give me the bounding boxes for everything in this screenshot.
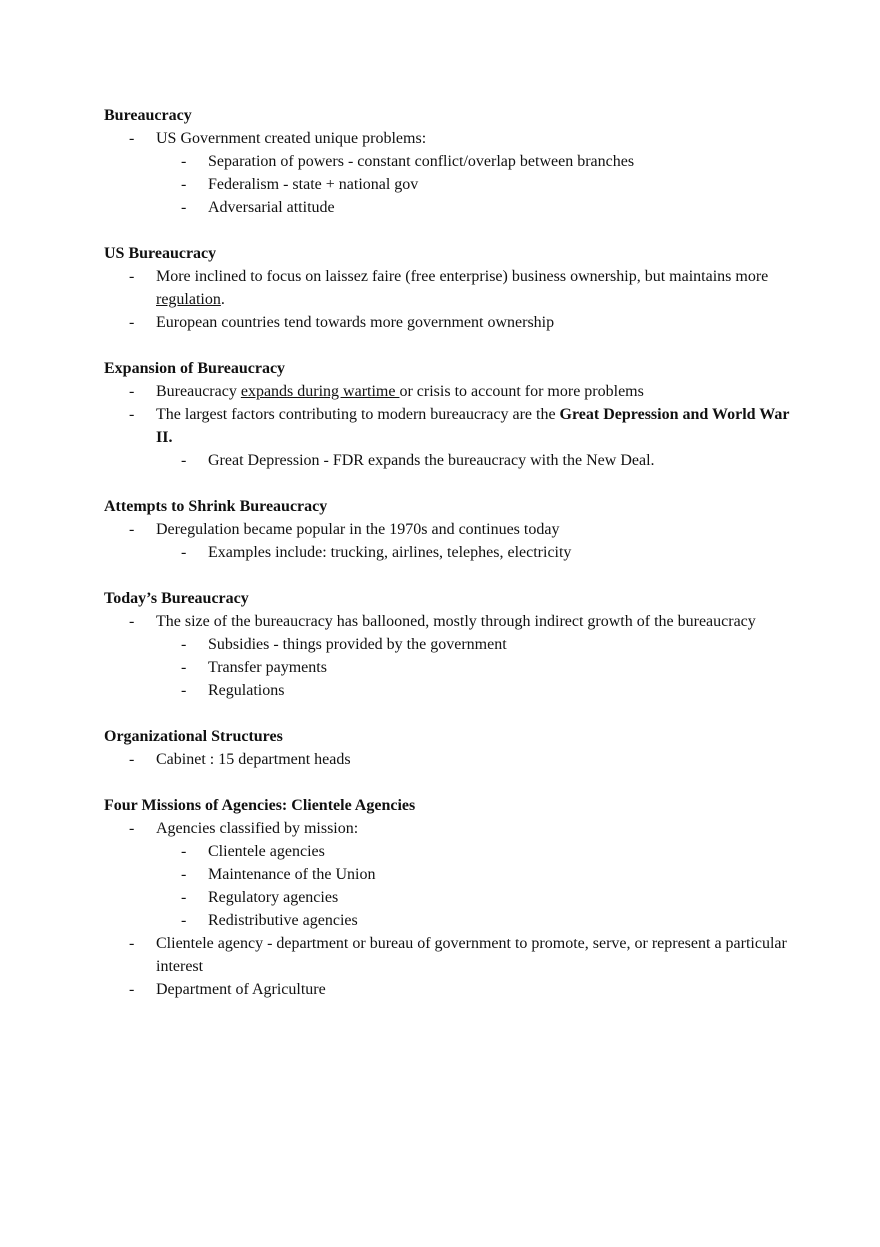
section-heading: Organizational Structures <box>104 728 283 745</box>
bullet-dash: - <box>129 521 135 538</box>
bullet-dash: - <box>129 268 135 285</box>
section <box>104 794 794 1001</box>
underlined-text: regulation <box>156 291 221 308</box>
bullet-dash: - <box>129 751 135 768</box>
item-text: The size of the bureaucracy has ballooned, mostly through indirect growth of the bureaucracy <box>156 613 756 630</box>
bullet-dash: - <box>181 636 187 653</box>
item-text: . <box>220 291 225 308</box>
item-text: Subsidies - things provided by the government <box>208 636 507 653</box>
section-heading: Four Missions of Agencies: Clientele Agencies <box>104 797 416 814</box>
sub-bullet-item <box>104 541 794 564</box>
bullet-item <box>104 518 794 541</box>
section <box>104 587 794 702</box>
bullet-dash: - <box>181 843 187 860</box>
bullet-item <box>104 817 794 840</box>
item-text: Examples include: trucking, airlines, telephes, electricity <box>208 544 572 561</box>
sub-bullet-item <box>104 173 794 196</box>
item-text: Agencies classified by mission: <box>156 820 359 837</box>
item-text: Federalism - state + national gov <box>208 176 419 193</box>
bullet-item <box>104 127 794 150</box>
bold-text: Great Depression and World War II. <box>156 406 790 446</box>
bullet-dash: - <box>181 544 187 561</box>
bullet-dash: - <box>129 314 135 331</box>
bullet-dash: - <box>181 912 187 929</box>
bullet-dash: - <box>181 199 187 216</box>
item-text: Separation of powers - constant conflict/overlap between branches <box>208 153 635 170</box>
bullet-item <box>104 748 794 771</box>
bullet-dash: - <box>129 406 135 423</box>
bullet-item <box>104 311 794 334</box>
sub-bullet-item <box>104 150 794 173</box>
section-heading: Expansion of Bureaucracy <box>104 360 286 377</box>
item-text: Bureaucracy <box>156 383 241 400</box>
item-text: Maintenance of the Union <box>208 866 376 883</box>
bullet-dash: - <box>129 130 135 147</box>
section <box>104 357 794 472</box>
item-text: Redistributive agencies <box>208 912 358 929</box>
sub-bullet-item <box>104 633 794 656</box>
bullet-item <box>104 380 794 403</box>
section <box>104 104 794 219</box>
bullet-dash: - <box>129 981 135 998</box>
sub-bullet-item <box>104 679 794 702</box>
section-heading: Bureaucracy <box>104 107 192 124</box>
item-text: Deregulation became popular in the 1970s and continues today <box>156 521 560 538</box>
section-heading: Today’s Bureaucracy <box>104 590 249 607</box>
section-heading: Attempts to Shrink Bureaucracy <box>104 498 328 515</box>
bullet-dash: - <box>181 176 187 193</box>
item-text: Adversarial attitude <box>208 199 335 216</box>
bullet-item <box>104 265 794 311</box>
section <box>104 725 794 771</box>
bullet-item <box>104 610 794 633</box>
document-body <box>104 104 794 1024</box>
sub-bullet-item <box>104 863 794 886</box>
section-heading: US Bureaucracy <box>104 245 217 262</box>
bullet-dash: - <box>181 659 187 676</box>
bullet-item <box>104 978 794 1001</box>
item-text: Clientele agency - department or bureau of government to promote, serve, or represent a particular interest <box>156 935 787 975</box>
item-text: US Government created unique problems: <box>156 130 427 147</box>
section <box>104 495 794 564</box>
bullet-dash: - <box>129 613 135 630</box>
bullet-dash: - <box>181 889 187 906</box>
bullet-dash: - <box>129 383 135 400</box>
bullet-dash: - <box>181 452 187 469</box>
item-text: Regulations <box>208 682 285 699</box>
bullet-item <box>104 403 794 449</box>
bullet-dash: - <box>181 866 187 883</box>
item-text: Regulatory agencies <box>208 889 339 906</box>
item-text: or crisis to account for more problems <box>399 383 644 400</box>
sub-bullet-item <box>104 886 794 909</box>
item-text: European countries tend towards more government ownership <box>156 314 555 331</box>
underlined-text: expands during wartime <box>240 383 400 400</box>
sub-bullet-item <box>104 196 794 219</box>
item-text: More inclined to focus on laissez faire (free enterprise) business ownership, but maintains more <box>156 268 769 285</box>
bullet-dash: - <box>181 153 187 170</box>
item-text: Transfer payments <box>208 659 327 676</box>
sub-bullet-item <box>104 656 794 679</box>
sub-bullet-item <box>104 909 794 932</box>
item-text: The largest factors contributing to modern bureaucracy are the <box>156 406 560 423</box>
item-text: Clientele agencies <box>208 843 325 860</box>
section <box>104 242 794 334</box>
sub-bullet-item <box>104 449 794 472</box>
bullet-dash: - <box>129 820 135 837</box>
bullet-dash: - <box>129 935 135 952</box>
item-text: Great Depression - FDR expands the bureaucracy with the New Deal. <box>208 452 655 469</box>
item-text: Cabinet : 15 department heads <box>156 751 351 768</box>
bullet-dash: - <box>181 682 187 699</box>
sub-bullet-item <box>104 840 794 863</box>
bullet-item <box>104 932 794 978</box>
item-text: Department of Agriculture <box>156 981 326 998</box>
